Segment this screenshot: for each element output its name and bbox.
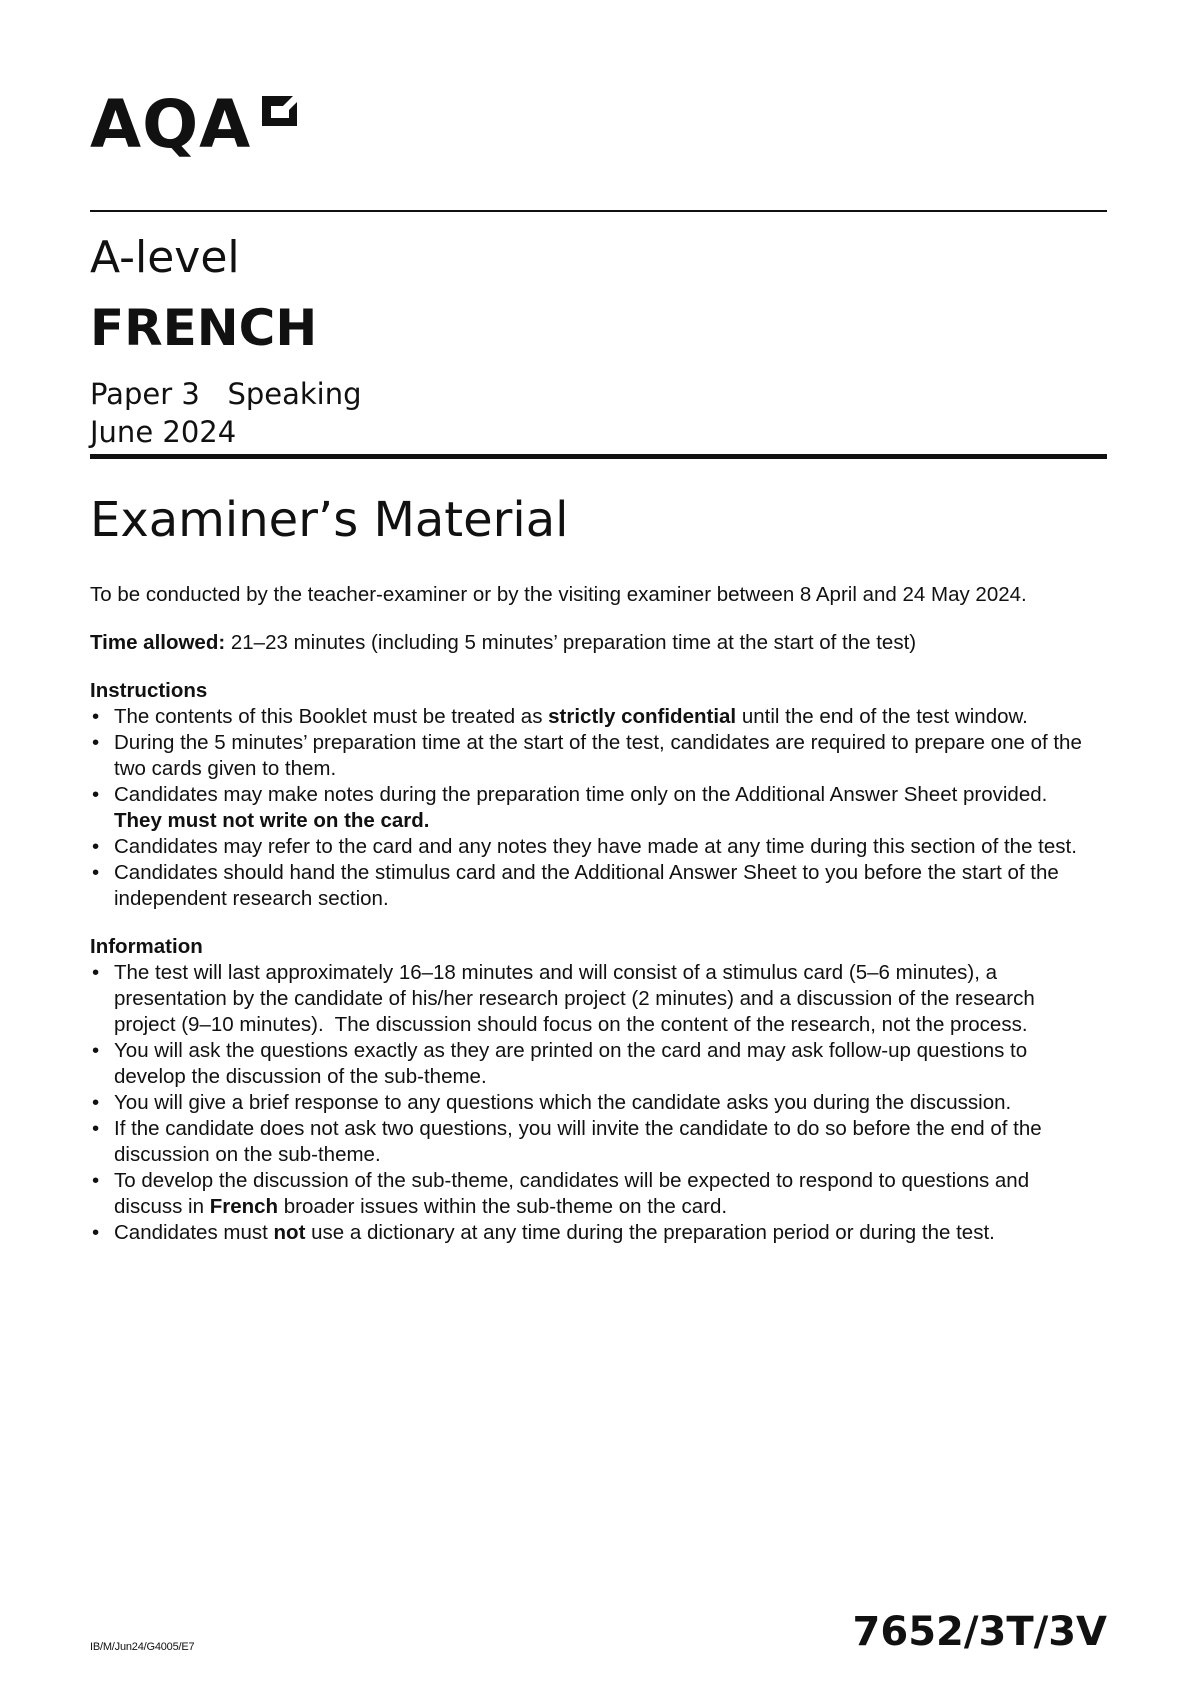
- logo-text: AQA: [90, 86, 252, 163]
- list-item: • The test will last approximately 16–18 minutes and will consist of a stimulus card (5–6 minutes), a presentation by the candidate of his/her research project (2 minutes) and a discussion of the research project (9–10 minutes). The discussion should focus on the content of the research, not the process.: [90, 960, 1090, 1038]
- information-heading: Information: [90, 935, 203, 958]
- list-item: • To develop the discussion of the sub-theme, candidates will be expected to respond to questions and discuss in French broader issues within the sub-theme on the card.: [90, 1168, 1090, 1220]
- header-rule: [90, 210, 1107, 212]
- paper-code: 7652/3T/3V: [852, 1609, 1107, 1655]
- paper-title: Paper 3 Speaking: [90, 377, 362, 411]
- list-item: • During the 5 minutes’ preparation time at the start of the test, candidates are required to prepare one of the two cards given to them.: [90, 730, 1090, 782]
- document-reference: IB/M/Jun24/G4005/E7: [90, 1641, 195, 1653]
- subject-title: FRENCH: [90, 299, 318, 357]
- time-allowed-label: Time allowed:: [90, 631, 226, 654]
- information-list: [90, 960, 1090, 1246]
- time-allowed-text: 21–23 minutes (including 5 minutes’ preparation time at the start of the test): [225, 631, 917, 654]
- aqa-logo: [90, 86, 301, 163]
- list-item: • Candidates should hand the stimulus card and the Additional Answer Sheet to you before the start of the independent research section.: [90, 860, 1090, 912]
- list-item: • Candidates may make notes during the preparation time only on the Additional Answer Sheet provided. They must not write on the card.: [90, 782, 1090, 834]
- time-allowed: [90, 630, 1090, 656]
- list-item: • Candidates must not use a dictionary at any time during the preparation period or during the test.: [90, 1220, 1090, 1246]
- aqa-tick-icon: [257, 88, 301, 132]
- material-title: Examiner’s Material: [90, 492, 569, 548]
- exam-session: June 2024: [90, 415, 237, 449]
- list-item: • You will give a brief response to any questions which the candidate asks you during the discussion.: [90, 1090, 1090, 1116]
- conducted-note: To be conducted by the teacher-examiner or by the visiting examiner between 8 April and 24 May 2024.: [90, 583, 1027, 606]
- list-item: • You will ask the questions exactly as they are printed on the card and may ask follow-up questions to develop the discussion of the sub-theme.: [90, 1038, 1090, 1090]
- list-item: • Candidates may refer to the card and any notes they have made at any time during this section of the test.: [90, 834, 1090, 860]
- section-rule: [90, 454, 1107, 459]
- list-item: • If the candidate does not ask two questions, you will invite the candidate to do so before the end of the discussion on the sub-theme.: [90, 1116, 1090, 1168]
- qualification-level: A-level: [90, 232, 240, 283]
- content-body: [90, 582, 1090, 1268]
- instructions-heading: Instructions: [90, 679, 208, 702]
- list-item: • The contents of this Booklet must be treated as strictly confidential until the end of the test window.: [90, 704, 1090, 730]
- instructions-list: [90, 704, 1090, 912]
